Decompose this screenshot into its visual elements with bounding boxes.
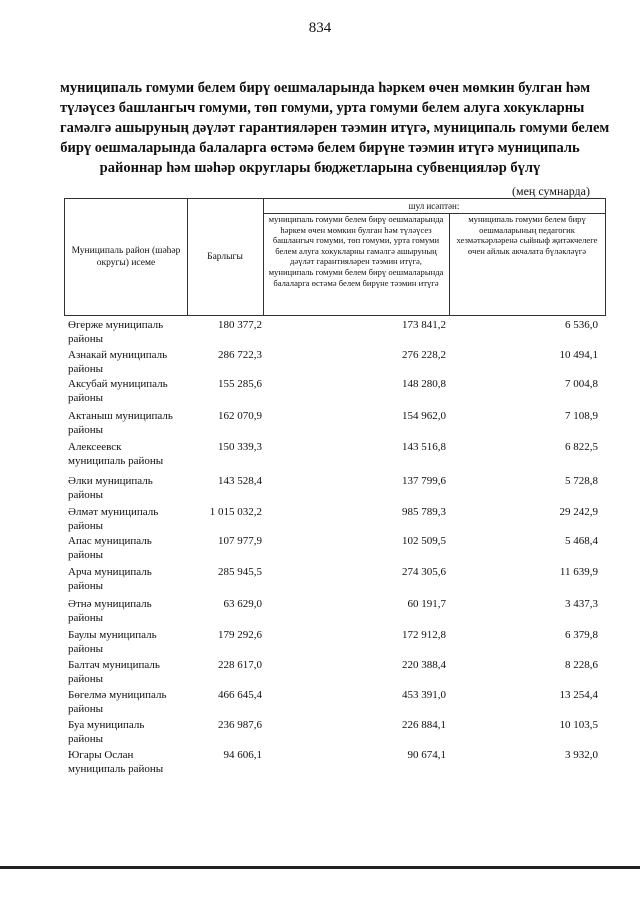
subvention-cell: 274 305,6 — [402, 566, 446, 578]
table-row — [0, 318, 640, 352]
district-name: Өгерже муниципаль районы — [68, 319, 164, 345]
reward-cell: 11 639,9 — [559, 566, 598, 578]
subvention-cell: 102 509,5 — [402, 535, 446, 547]
total-cell: 63 629,0 — [223, 598, 262, 610]
table-row — [0, 718, 640, 752]
reward-cell: 7 004,8 — [565, 378, 598, 390]
title-line: гамәлгә ашыруның дәүләт гарантияләрен тәэмин итүгә, муниципаль гомуми белем — [60, 120, 610, 136]
table-row — [0, 534, 640, 568]
reward-cell: 8 228,6 — [565, 659, 598, 671]
district-name: Азнакай муниципаль районы — [68, 349, 168, 375]
district-name: Югары Ослан муниципаль районы — [68, 749, 164, 775]
total-cell: 466 645,4 — [218, 689, 262, 701]
header-total: Барлыгы — [207, 252, 243, 262]
reward-cell: 7 108,9 — [565, 410, 598, 422]
header-col2: муниципаль гомуми белем бирү оешмаларының педагогик хезмәткәрләренә сыйныф җитәкчелеге өчен айлык акчалата бүләкләүгә — [456, 214, 598, 256]
table-row — [0, 474, 640, 508]
table-row — [0, 628, 640, 662]
subvention-cell: 137 799,6 — [402, 475, 446, 487]
table-header — [64, 198, 606, 316]
table-row — [0, 688, 640, 722]
table-row — [0, 597, 640, 631]
table-row — [0, 658, 640, 692]
reward-cell: 6 379,8 — [565, 629, 598, 641]
total-cell: 286 722,3 — [218, 349, 262, 361]
reward-cell: 10 103,5 — [559, 719, 598, 731]
title-line: муниципаль гомуми белем бирү оешмаларында һәркем өчен мөмкин булган һәм — [60, 80, 591, 96]
document-title — [60, 78, 610, 178]
total-cell: 155 285,6 — [218, 378, 262, 390]
reward-cell: 13 254,4 — [559, 689, 598, 701]
district-name: Аксубай муниципаль районы — [68, 378, 168, 404]
header-district: Муниципаль район (шәһәр округы) исеме — [71, 246, 181, 268]
table-row — [0, 409, 640, 443]
district-name: Бөгелмә муниципаль районы — [68, 689, 167, 715]
subvention-cell: 172 912,8 — [402, 629, 446, 641]
header-including: шул исәптән: — [408, 201, 460, 211]
reward-cell: 6 536,0 — [565, 319, 598, 331]
subvention-cell: 143 516,8 — [402, 441, 446, 453]
subvention-cell: 173 841,2 — [402, 319, 446, 331]
district-name: Әлмәт муниципаль районы — [68, 506, 159, 532]
total-cell: 285 945,5 — [218, 566, 262, 578]
subvention-cell: 453 391,0 — [402, 689, 446, 701]
total-cell: 143 528,4 — [218, 475, 262, 487]
page-number: 834 — [308, 20, 332, 36]
total-cell: 1 015 032,2 — [209, 506, 262, 518]
total-cell: 179 292,6 — [218, 629, 262, 641]
reward-cell: 10 494,1 — [559, 349, 598, 361]
reward-cell: 3 437,3 — [565, 598, 598, 610]
title-line: районнар һәм шәһәр округлары бюджетларына субвенцияләр бүлү — [99, 160, 541, 176]
total-cell: 162 070,9 — [218, 410, 262, 422]
reward-cell: 6 822,5 — [565, 441, 598, 453]
district-name: Арча муниципаль районы — [68, 566, 152, 592]
total-cell: 180 377,2 — [218, 319, 262, 331]
table-row — [0, 748, 640, 782]
district-name: Әтнә муниципаль районы — [68, 598, 152, 624]
subvention-cell: 148 280,8 — [402, 378, 446, 390]
title-line: түләүсез башлангыч гомуми, төп гомуми, урта гомуми белем алуга хокукларны — [60, 100, 585, 116]
table-row — [0, 377, 640, 411]
subvention-cell: 60 191,7 — [407, 598, 446, 610]
total-cell: 150 339,3 — [218, 441, 262, 453]
subvention-cell: 220 388,4 — [402, 659, 446, 671]
district-name: Актаныш муниципаль районы — [68, 410, 173, 436]
total-cell: 236 987,6 — [218, 719, 262, 731]
district-name: Алексеевск муниципаль районы — [68, 441, 164, 467]
total-cell: 94 606,1 — [223, 749, 262, 761]
subvention-cell: 985 789,3 — [402, 506, 446, 518]
header-col1: муниципаль гомуми белем бирү оешмаларында һәркем өчен мөмкин булган һәм түләүсез башлангыч гомуми, төп гомуми, урта гомуми белем алуга хокукларны гамәлгә ашыруның дәүләт гарантияләрен тәэмин итүгә, муниципаль гомуми белем бирү оешмаларында балаларга өстәмә белем бирүне тәэмин итүгә — [268, 214, 444, 288]
total-cell: 228 617,0 — [218, 659, 262, 671]
title-line: бирү оешмаларында балаларга өстәмә белем бирүне тәэмин итүгә муниципаль — [60, 140, 580, 156]
reward-cell: 5 728,8 — [565, 475, 598, 487]
district-name: Әлки муниципаль районы — [68, 475, 153, 501]
reward-cell: 29 242,9 — [559, 506, 598, 518]
unit-note: (мең сумнарда) — [512, 184, 590, 198]
subvention-cell: 90 674,1 — [407, 749, 446, 761]
reward-cell: 3 932,0 — [565, 749, 598, 761]
district-name: Баулы муниципаль районы — [68, 629, 157, 655]
bottom-rule — [0, 866, 640, 869]
district-name: Буа муниципаль районы — [68, 719, 145, 745]
table-row — [0, 565, 640, 599]
subvention-cell: 226 884,1 — [402, 719, 446, 731]
subvention-cell: 154 962,0 — [402, 410, 446, 422]
total-cell: 107 977,9 — [218, 535, 262, 547]
district-name: Апас муниципаль районы — [68, 535, 152, 561]
subvention-cell: 276 228,2 — [402, 349, 446, 361]
table-row — [0, 440, 640, 474]
district-name: Балтач муниципаль районы — [68, 659, 160, 685]
reward-cell: 5 468,4 — [565, 535, 598, 547]
